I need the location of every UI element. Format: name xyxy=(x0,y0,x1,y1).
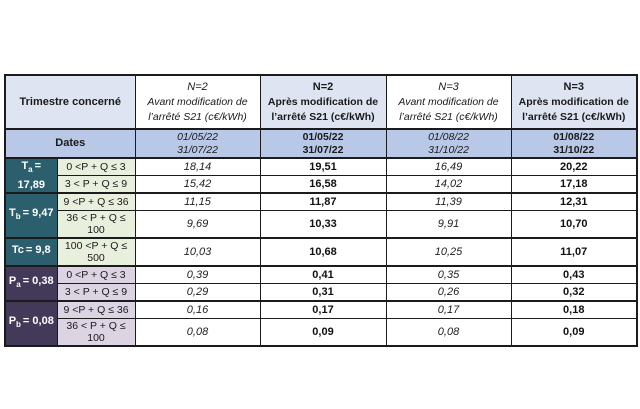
avant-line1: Avant modification de xyxy=(398,95,499,108)
table-row xyxy=(5,266,637,284)
tariff-value: 0,08 xyxy=(386,319,511,347)
date-start: 01/05/22 xyxy=(177,130,218,143)
dates-n3-avant xyxy=(386,129,511,158)
tariff-value: 0,09 xyxy=(260,319,386,347)
tariff-table xyxy=(4,74,638,347)
power-range-cell: 0 <P + Q ≤ 3 xyxy=(57,266,135,284)
tariff-value: 0,18 xyxy=(511,301,637,319)
tariff-value: 0,31 xyxy=(260,284,386,302)
tariff-value: 19,51 xyxy=(260,158,386,176)
header-n2-avant xyxy=(135,75,260,129)
header-n3-avant xyxy=(386,75,511,129)
dates-n3-apres xyxy=(511,129,637,158)
power-range-cell: 3 < P + Q ≤ 9 xyxy=(57,176,135,194)
table-row xyxy=(5,284,637,302)
tariff-value: 0,35 xyxy=(386,266,511,284)
group-label-tb: $T_b = 9,47$ xyxy=(5,193,57,238)
tariff-value: 12,31 xyxy=(511,193,637,211)
tariff-value: 0,39 xyxy=(135,266,260,284)
header-row-periods xyxy=(5,75,637,129)
date-end: 31/07/22 xyxy=(177,143,218,156)
tariff-value: 0,08 xyxy=(135,319,260,347)
table-row xyxy=(5,193,637,211)
power-range-cell: 0 <P + Q ≤ 3 xyxy=(57,158,135,176)
header-n2-apres xyxy=(260,75,386,129)
tariff-value: 0,09 xyxy=(511,319,637,347)
power-range-cell: 36 < P + Q ≤ 100 xyxy=(57,211,135,239)
tariff-value: 0,17 xyxy=(386,301,511,319)
group-label-ta: $T_a = 17,89$ xyxy=(5,158,57,193)
n2-label: N=2 xyxy=(312,80,334,93)
dates-n2-apres xyxy=(260,129,386,158)
apres-line2: l’arrêté S21 (c€/kWh) xyxy=(522,110,626,123)
date-end: 31/10/22 xyxy=(553,143,595,156)
tariff-value: 15,42 xyxy=(135,176,260,194)
tariff-value: 11,07 xyxy=(511,238,637,266)
tariff-value: 10,25 xyxy=(386,238,511,266)
tariff-value: 10,03 xyxy=(135,238,260,266)
table-row xyxy=(5,238,637,266)
dates-n2-avant xyxy=(135,129,260,158)
apres-line1: Après modification de xyxy=(518,95,629,108)
date-start: 01/08/22 xyxy=(553,130,595,143)
tariff-value: 20,22 xyxy=(511,158,637,176)
avant-line2: l’arrêté S21 (c€/kWh) xyxy=(399,110,498,123)
power-range-cell: 100 <P + Q ≤ 500 xyxy=(57,238,135,266)
group-label-tc: Tc = 9,8 xyxy=(5,238,57,266)
table-row xyxy=(5,301,637,319)
tariff-value: 14,02 xyxy=(386,176,511,194)
power-range-cell: 9 <P + Q ≤ 36 xyxy=(57,193,135,211)
dates-header: Dates xyxy=(5,129,135,158)
tariff-value: 18,14 xyxy=(135,158,260,176)
tariff-value: 0,41 xyxy=(260,266,386,284)
tariff-value: 10,68 xyxy=(260,238,386,266)
apres-line2: l’arrêté S21 (c€/kWh) xyxy=(271,110,375,123)
trimestre-header: Trimestre concerné xyxy=(5,75,135,129)
tariff-value: 0,16 xyxy=(135,301,260,319)
tariff-value: 16,49 xyxy=(386,158,511,176)
tariff-value: 11,15 xyxy=(135,193,260,211)
avant-line2: l’arrêté S21 (c€/kWh) xyxy=(148,110,247,123)
n2-label: N=2 xyxy=(187,80,208,93)
tariff-value: 0,29 xyxy=(135,284,260,302)
apres-line1: Après modification de xyxy=(267,95,379,108)
table-row xyxy=(5,319,637,347)
date-start: 01/08/22 xyxy=(428,130,469,143)
date-end: 31/10/22 xyxy=(428,143,469,156)
header-row-dates xyxy=(5,129,637,158)
header-n3-apres xyxy=(511,75,637,129)
tariff-value: 11,39 xyxy=(386,193,511,211)
tariff-value: 0,26 xyxy=(386,284,511,302)
table-row xyxy=(5,158,637,176)
tariff-value: 10,33 xyxy=(260,211,386,239)
power-range-cell: 9 <P + Q ≤ 36 xyxy=(57,301,135,319)
tariff-value: 16,58 xyxy=(260,176,386,194)
tariff-value: 9,69 xyxy=(135,211,260,239)
tariff-value: 17,18 xyxy=(511,176,637,194)
date-start: 01/05/22 xyxy=(302,130,344,143)
power-range-cell: 3 < P + Q ≤ 9 xyxy=(57,284,135,302)
tariff-value: 9,91 xyxy=(386,211,511,239)
tariff-value: 0,43 xyxy=(511,266,637,284)
tariff-value: 11,87 xyxy=(260,193,386,211)
n3-label: N=3 xyxy=(563,80,584,93)
n3-label: N=3 xyxy=(438,80,459,93)
group-label-pb: $P_b = 0,08$ xyxy=(5,301,57,346)
table-row xyxy=(5,211,637,239)
tariff-value: 10,70 xyxy=(511,211,637,239)
group-label-pa: $P_a = 0,38$ xyxy=(5,266,57,301)
date-end: 31/07/22 xyxy=(302,143,344,156)
avant-line1: Avant modification de xyxy=(147,95,248,108)
tariff-value: 0,32 xyxy=(511,284,637,302)
table-row xyxy=(5,176,637,194)
power-range-cell: 36 < P + Q ≤ 100 xyxy=(57,319,135,347)
tariff-value: 0,17 xyxy=(260,301,386,319)
